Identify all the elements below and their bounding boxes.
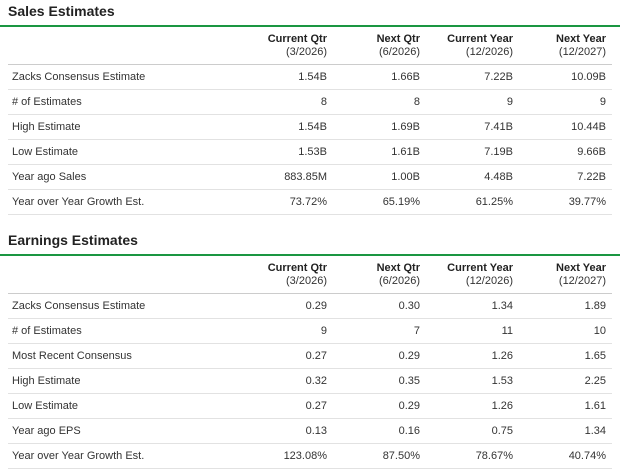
sales-header-row-names xyxy=(8,27,612,46)
row-value: 10.09B xyxy=(519,65,612,90)
row-value: 1.69B xyxy=(333,115,426,140)
row-value: 1.65 xyxy=(519,344,612,369)
row-value: 0.75 xyxy=(426,419,519,444)
row-value: 7.22B xyxy=(519,165,612,190)
table-row xyxy=(8,444,612,469)
table-row xyxy=(8,115,612,140)
row-label: # of Estimates xyxy=(8,90,240,115)
sales-estimates-table xyxy=(8,27,612,215)
row-value: 0.29 xyxy=(333,394,426,419)
row-value: 883.85M xyxy=(240,165,333,190)
row-value: 0.16 xyxy=(333,419,426,444)
row-value: 0.30 xyxy=(333,294,426,319)
row-value: 7.19B xyxy=(426,140,519,165)
row-value: 87.50% xyxy=(333,444,426,469)
earnings-header-row-names xyxy=(8,256,612,275)
earnings-column-period-3: (12/2026) xyxy=(426,275,519,294)
row-value: 2.25 xyxy=(519,369,612,394)
sales-header-blank xyxy=(8,27,240,46)
table-row xyxy=(8,190,612,215)
row-value: 1.54B xyxy=(240,65,333,90)
row-label: Year over Year Growth Est. xyxy=(8,190,240,215)
row-label: Most Recent Consensus xyxy=(8,344,240,369)
sales-column-period-2: (6/2026) xyxy=(333,46,426,65)
section-spacer xyxy=(0,215,620,229)
table-row xyxy=(8,344,612,369)
row-value: 1.26 xyxy=(426,344,519,369)
row-value: 9 xyxy=(519,90,612,115)
sales-table-head xyxy=(8,27,612,65)
row-value: 123.08% xyxy=(240,444,333,469)
row-value: 73.72% xyxy=(240,190,333,215)
row-value: 1.54B xyxy=(240,115,333,140)
earnings-column-header-4: Next Year xyxy=(556,262,606,274)
row-value: 9 xyxy=(240,319,333,344)
earnings-column-period-2: (6/2026) xyxy=(333,275,426,294)
row-value: 0.27 xyxy=(240,394,333,419)
row-value: 0.29 xyxy=(333,344,426,369)
row-value: 8 xyxy=(333,90,426,115)
table-row xyxy=(8,165,612,190)
table-row xyxy=(8,65,612,90)
row-value: 39.77% xyxy=(519,190,612,215)
row-value: 1.53 xyxy=(426,369,519,394)
sales-column-header-3: Current Year xyxy=(447,33,513,45)
row-value: 65.19% xyxy=(333,190,426,215)
row-value: 1.26 xyxy=(426,394,519,419)
sales-table-body xyxy=(8,65,612,215)
row-value: 1.00B xyxy=(333,165,426,190)
row-value: 4.48B xyxy=(426,165,519,190)
row-value: 40.74% xyxy=(519,444,612,469)
row-value: 0.29 xyxy=(240,294,333,319)
sales-column-period-1: (3/2026) xyxy=(240,46,333,65)
earnings-column-period-1: (3/2026) xyxy=(240,275,333,294)
earnings-estimates-title: Earnings Estimates xyxy=(0,229,620,256)
row-label: Low Estimate xyxy=(8,140,240,165)
table-row xyxy=(8,140,612,165)
row-label: Year ago Sales xyxy=(8,165,240,190)
earnings-header-blank-2 xyxy=(8,275,240,294)
row-value: 7.22B xyxy=(426,65,519,90)
sales-estimates-title: Sales Estimates xyxy=(0,0,620,27)
row-label: High Estimate xyxy=(8,115,240,140)
table-row xyxy=(8,369,612,394)
row-label: Year over Year Growth Est. xyxy=(8,444,240,469)
sales-estimates-section xyxy=(0,0,620,215)
row-label: High Estimate xyxy=(8,369,240,394)
sales-header-row-periods xyxy=(8,46,612,65)
sales-header-blank-2 xyxy=(8,46,240,65)
table-row xyxy=(8,419,612,444)
row-label: Low Estimate xyxy=(8,394,240,419)
sales-column-header-1: Current Qtr xyxy=(267,33,327,45)
earnings-header-row-periods xyxy=(8,275,612,294)
row-value: 10.44B xyxy=(519,115,612,140)
sales-column-header-2: Next Qtr xyxy=(376,33,420,45)
row-label: Year ago EPS xyxy=(8,419,240,444)
table-row xyxy=(8,319,612,344)
row-value: 9.66B xyxy=(519,140,612,165)
sales-column-period-4: (12/2027) xyxy=(519,46,612,65)
row-value: 8 xyxy=(240,90,333,115)
earnings-table-head xyxy=(8,256,612,294)
earnings-column-header-2: Next Qtr xyxy=(376,262,420,274)
row-value: 1.61B xyxy=(333,140,426,165)
row-value: 1.66B xyxy=(333,65,426,90)
row-value: 1.89 xyxy=(519,294,612,319)
sales-column-header-4: Next Year xyxy=(556,33,606,45)
table-row xyxy=(8,294,612,319)
earnings-column-period-4: (12/2027) xyxy=(519,275,612,294)
earnings-column-header-1: Current Qtr xyxy=(267,262,327,274)
earnings-header-blank xyxy=(8,256,240,275)
row-value: 0.27 xyxy=(240,344,333,369)
row-value: 1.34 xyxy=(519,419,612,444)
row-value: 78.67% xyxy=(426,444,519,469)
earnings-table-body xyxy=(8,294,612,469)
row-value: 11 xyxy=(426,319,519,344)
row-value: 7.41B xyxy=(426,115,519,140)
row-value: 1.61 xyxy=(519,394,612,419)
row-label: Zacks Consensus Estimate xyxy=(8,294,240,319)
row-value: 0.32 xyxy=(240,369,333,394)
sales-column-period-3: (12/2026) xyxy=(426,46,519,65)
row-value: 0.13 xyxy=(240,419,333,444)
row-value: 1.53B xyxy=(240,140,333,165)
row-value: 0.35 xyxy=(333,369,426,394)
earnings-estimates-table xyxy=(8,256,612,469)
row-value: 10 xyxy=(519,319,612,344)
row-value: 1.34 xyxy=(426,294,519,319)
row-value: 9 xyxy=(426,90,519,115)
row-label: Zacks Consensus Estimate xyxy=(8,65,240,90)
earnings-estimates-section xyxy=(0,229,620,469)
row-label: # of Estimates xyxy=(8,319,240,344)
row-value: 7 xyxy=(333,319,426,344)
table-row xyxy=(8,394,612,419)
table-row xyxy=(8,90,612,115)
earnings-column-header-3: Current Year xyxy=(447,262,513,274)
row-value: 61.25% xyxy=(426,190,519,215)
